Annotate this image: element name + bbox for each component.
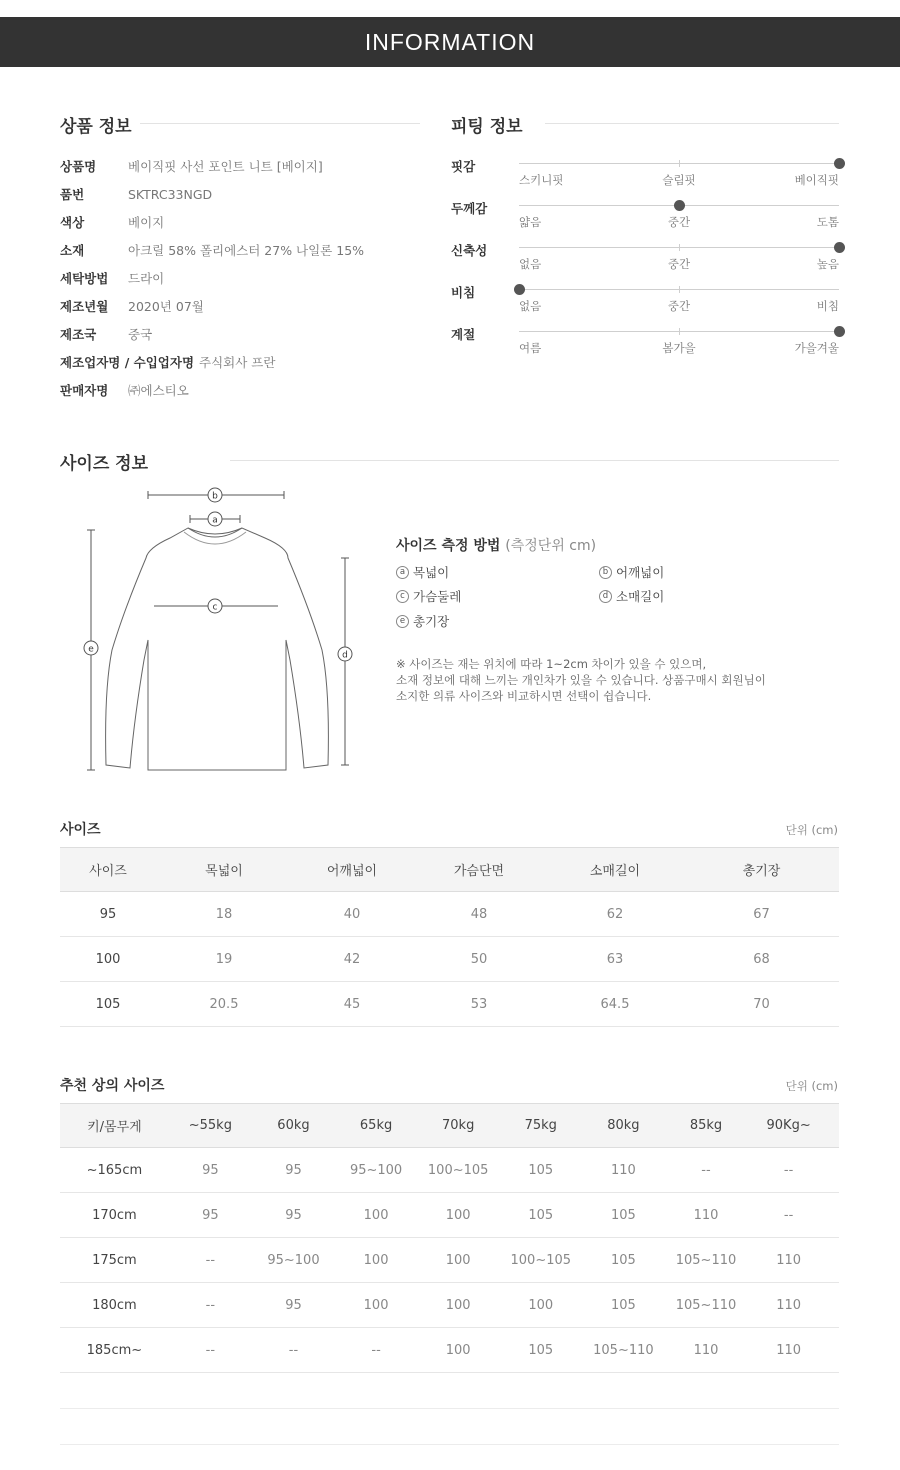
fit-level-marker xyxy=(834,242,845,253)
table-row xyxy=(60,1238,839,1283)
header-cell: 가슴단면 xyxy=(412,848,546,892)
rec-table-header-row xyxy=(60,1104,839,1148)
fit-option-label: 얇음 xyxy=(519,215,542,229)
fit-scale-tick xyxy=(679,286,680,293)
table-cell: 105~110 xyxy=(664,1283,747,1328)
banner-title: INFORMATION xyxy=(364,28,536,55)
info-key: 제조년월 xyxy=(60,299,109,314)
diagram-marker-c xyxy=(208,599,222,613)
info-row-seller xyxy=(60,380,189,400)
table-cell: 95~100 xyxy=(335,1148,417,1193)
faded-row-divider xyxy=(60,1444,839,1445)
rec-table-title: 추천 상의 사이즈 xyxy=(60,1078,165,1094)
header-cell: ~55kg xyxy=(169,1104,252,1148)
product-info-heading: 상품 정보 xyxy=(60,117,132,137)
table-cell: 95 xyxy=(252,1283,335,1328)
svg-text:c: c xyxy=(212,602,218,613)
table-row xyxy=(60,1193,839,1238)
legend-label: 가슴둘레 xyxy=(413,589,462,604)
table-cell: 95 xyxy=(169,1148,252,1193)
table-row xyxy=(60,892,839,937)
table-spacer xyxy=(830,1238,839,1283)
diagram-marker-b xyxy=(208,488,222,502)
fit-label: 비침 xyxy=(451,285,476,300)
fit-option-label: 중간 xyxy=(667,299,691,313)
table-cell: 48 xyxy=(412,892,546,937)
svg-text:d: d xyxy=(342,650,348,661)
fit-option-label: 없음 xyxy=(519,299,542,313)
header-cell: 60kg xyxy=(252,1104,335,1148)
table-cell: 110 xyxy=(748,1328,830,1373)
fit-option-label: 없음 xyxy=(519,257,542,271)
header-cell: 목넓이 xyxy=(156,848,292,892)
table-cell: 70 xyxy=(684,982,839,1027)
info-row-material xyxy=(60,240,364,260)
fit-option-label: 비침 xyxy=(816,299,839,313)
legend-item-d xyxy=(599,587,664,605)
info-value: 2020년 07월 xyxy=(128,299,204,314)
table-spacer xyxy=(830,1328,839,1373)
table-cell: 110 xyxy=(748,1283,830,1328)
header-cell: 80kg xyxy=(582,1104,664,1148)
table-cell: 110 xyxy=(748,1238,830,1283)
fit-level-marker xyxy=(514,284,525,295)
product-info-divider xyxy=(140,123,420,124)
legend-item-b xyxy=(599,563,664,581)
table-row xyxy=(60,1328,839,1373)
header-cell: 총기장 xyxy=(684,848,839,892)
header-cell: 75kg xyxy=(499,1104,582,1148)
fit-option-label: 높음 xyxy=(816,257,839,271)
size-note-line: ※ 사이즈는 재는 위치에 따라 1~2cm 차이가 있을 수 있으며, xyxy=(396,657,707,671)
size-table-title: 사이즈 xyxy=(60,822,101,838)
size-table xyxy=(60,847,839,1027)
info-value: ㈜에스티오 xyxy=(128,383,189,398)
info-key: 제조국 xyxy=(60,327,97,342)
legend-marker: b xyxy=(599,566,612,579)
table-cell: 50 xyxy=(412,937,546,982)
fit-option-label: 중간 xyxy=(667,215,691,229)
table-cell: 105~110 xyxy=(582,1328,664,1373)
table-cell: -- xyxy=(169,1283,252,1328)
header-cell: 키/몸무게 xyxy=(60,1104,169,1148)
table-cell: 110 xyxy=(664,1328,747,1373)
table-cell: 100 xyxy=(417,1328,499,1373)
table-cell: 53 xyxy=(412,982,546,1027)
fit-label: 계절 xyxy=(451,327,476,342)
info-value: 베이직핏 사선 포인트 니트 [베이지] xyxy=(128,159,323,174)
table-cell: 100~105 xyxy=(499,1238,582,1283)
legend-marker: e xyxy=(396,615,409,628)
table-cell: 100 xyxy=(335,1283,417,1328)
fitting-info-divider xyxy=(545,123,839,124)
info-key: 판매자명 xyxy=(60,383,109,398)
measure-method-unit: (측정단위 cm) xyxy=(505,538,597,554)
svg-text:e: e xyxy=(88,644,94,655)
svg-text:b: b xyxy=(212,491,218,502)
table-cell: -- xyxy=(748,1148,830,1193)
info-key: 세탁방법 xyxy=(60,271,109,286)
table-cell: 68 xyxy=(684,937,839,982)
table-cell: 67 xyxy=(684,892,839,937)
info-value: 주식회사 프란 xyxy=(199,355,276,370)
size-info-divider xyxy=(230,460,839,461)
info-row-code xyxy=(60,184,212,204)
info-value: 중국 xyxy=(128,327,153,342)
table-row xyxy=(60,982,839,1027)
info-value: 베이지 xyxy=(128,215,165,230)
fit-scale-track xyxy=(519,247,839,271)
legend-item-a xyxy=(396,563,449,581)
fit-option-label: 봄가을 xyxy=(662,341,696,355)
table-cell: 42 xyxy=(292,937,412,982)
info-row-name xyxy=(60,156,323,176)
table-cell: 95 xyxy=(169,1193,252,1238)
fit-scale-tick xyxy=(679,160,680,167)
header-cell: 소매길이 xyxy=(546,848,684,892)
table-cell: 95~100 xyxy=(252,1238,335,1283)
header-cell: 85kg xyxy=(664,1104,747,1148)
table-cell: 170cm xyxy=(60,1193,169,1238)
fit-scale-tick xyxy=(679,328,680,335)
legend-label: 어깨넓이 xyxy=(616,565,665,580)
table-cell: 63 xyxy=(546,937,684,982)
legend-marker: c xyxy=(396,590,409,603)
svg-text:a: a xyxy=(212,515,218,526)
table-cell: 185cm~ xyxy=(60,1328,169,1373)
info-row-date xyxy=(60,296,204,316)
fit-option-label: 스키니핏 xyxy=(519,173,564,187)
legend-label: 총기장 xyxy=(413,614,450,629)
table-spacer xyxy=(830,1283,839,1328)
info-row-wash xyxy=(60,268,164,288)
table-cell: 110 xyxy=(582,1148,664,1193)
fit-scale-track xyxy=(519,163,839,187)
table-cell: -- xyxy=(252,1328,335,1373)
diagram-marker-a xyxy=(208,512,222,526)
header-cell: 65kg xyxy=(335,1104,417,1148)
header-spacer xyxy=(830,1104,839,1148)
info-key: 상품명 xyxy=(60,159,97,174)
table-cell: 40 xyxy=(292,892,412,937)
table-cell: 100 xyxy=(60,937,156,982)
table-cell: 95 xyxy=(252,1193,335,1238)
table-cell: 105 xyxy=(499,1148,582,1193)
table-cell: 45 xyxy=(292,982,412,1027)
header-cell: 70kg xyxy=(417,1104,499,1148)
fit-option-label: 여름 xyxy=(519,341,542,355)
info-value: 드라이 xyxy=(128,271,165,286)
rec-table-unit: 단위 (cm) xyxy=(785,1079,838,1093)
fitting-info-heading: 피팅 정보 xyxy=(451,117,523,137)
measure-method-title xyxy=(396,535,596,555)
info-row-color xyxy=(60,212,164,232)
fit-level-marker xyxy=(834,326,845,337)
legend-item-e xyxy=(396,612,449,630)
fit-label: 신축성 xyxy=(451,243,488,258)
fit-scale-tick xyxy=(679,244,680,251)
info-row-manufacturer xyxy=(60,352,275,372)
fit-option-label: 베이직핏 xyxy=(794,173,839,187)
table-cell: ~165cm xyxy=(60,1148,169,1193)
fit-scale-track xyxy=(519,205,839,229)
fit-scale-track xyxy=(519,331,839,355)
fit-level-marker xyxy=(834,158,845,169)
table-row xyxy=(60,937,839,982)
table-cell: 110 xyxy=(664,1193,747,1238)
size-table-header-row xyxy=(60,848,839,892)
info-key: 소재 xyxy=(60,243,85,258)
table-cell: -- xyxy=(169,1328,252,1373)
table-cell: 64.5 xyxy=(546,982,684,1027)
table-cell: 105 xyxy=(60,982,156,1027)
legend-label: 소매길이 xyxy=(616,589,665,604)
table-cell: -- xyxy=(748,1193,830,1238)
size-note-line: 소지한 의류 사이즈와 비교하시면 선택이 쉽습니다. xyxy=(396,689,652,703)
table-spacer xyxy=(830,1193,839,1238)
table-cell: -- xyxy=(335,1328,417,1373)
header-cell: 사이즈 xyxy=(60,848,156,892)
info-value: SKTRC33NGD xyxy=(128,186,213,202)
table-cell: 62 xyxy=(546,892,684,937)
faded-row-divider xyxy=(60,1408,839,1409)
table-cell: 100 xyxy=(335,1193,417,1238)
info-value: 아크릴 58% 폴리에스터 27% 나일론 15% xyxy=(128,243,365,258)
diagram-marker-e xyxy=(84,641,98,655)
size-info-heading: 사이즈 정보 xyxy=(60,454,149,474)
table-cell: 105 xyxy=(499,1328,582,1373)
table-cell: 20.5 xyxy=(156,982,292,1027)
info-key: 색상 xyxy=(60,215,85,230)
legend-item-c xyxy=(396,587,461,605)
table-cell: -- xyxy=(664,1148,747,1193)
table-cell: 18 xyxy=(156,892,292,937)
table-cell: 175cm xyxy=(60,1238,169,1283)
table-cell: 95 xyxy=(252,1148,335,1193)
information-banner xyxy=(0,17,900,67)
table-cell: 100 xyxy=(335,1238,417,1283)
table-cell: 100 xyxy=(417,1193,499,1238)
legend-label: 목넓이 xyxy=(413,565,450,580)
table-row xyxy=(60,1148,839,1193)
header-cell: 90Kg~ xyxy=(748,1104,830,1148)
table-cell: 95 xyxy=(60,892,156,937)
fit-option-label: 중간 xyxy=(667,257,691,271)
table-cell: 105 xyxy=(582,1283,664,1328)
sweater-diagram xyxy=(60,480,360,780)
fit-option-label: 슬림핏 xyxy=(662,173,696,187)
fit-level-marker xyxy=(674,200,685,211)
info-key: 품번 xyxy=(60,187,85,202)
table-cell: 180cm xyxy=(60,1283,169,1328)
size-table-unit: 단위 (cm) xyxy=(785,823,838,837)
table-cell: 100 xyxy=(499,1283,582,1328)
recommend-size-table xyxy=(60,1103,839,1373)
legend-marker: a xyxy=(396,566,409,579)
fit-label: 핏감 xyxy=(451,159,476,174)
info-key: 제조업자명 / 수입업자명 xyxy=(60,355,195,370)
measure-method-label: 사이즈 측정 방법 xyxy=(396,538,501,554)
size-note-line: 소재 정보에 대해 느끼는 개인차가 있을 수 있습니다. 상품구매시 회원님이 xyxy=(396,673,766,687)
table-row xyxy=(60,1283,839,1328)
table-cell: 100~105 xyxy=(417,1148,499,1193)
fit-label: 두께감 xyxy=(451,201,488,216)
info-row-country xyxy=(60,324,152,344)
table-cell: 105 xyxy=(582,1193,664,1238)
header-cell: 어깨넓이 xyxy=(292,848,412,892)
fit-option-label: 도톰 xyxy=(816,215,839,229)
table-cell: 19 xyxy=(156,937,292,982)
diagram-marker-d xyxy=(338,647,352,661)
table-cell: -- xyxy=(169,1238,252,1283)
legend-marker: d xyxy=(599,590,612,603)
table-cell: 100 xyxy=(417,1238,499,1283)
table-cell: 100 xyxy=(417,1283,499,1328)
table-cell: 105~110 xyxy=(664,1238,747,1283)
fit-scale-track xyxy=(519,289,839,313)
table-spacer xyxy=(830,1148,839,1193)
table-cell: 105 xyxy=(582,1238,664,1283)
fit-option-label: 가을겨울 xyxy=(794,341,839,355)
table-cell: 105 xyxy=(499,1193,582,1238)
